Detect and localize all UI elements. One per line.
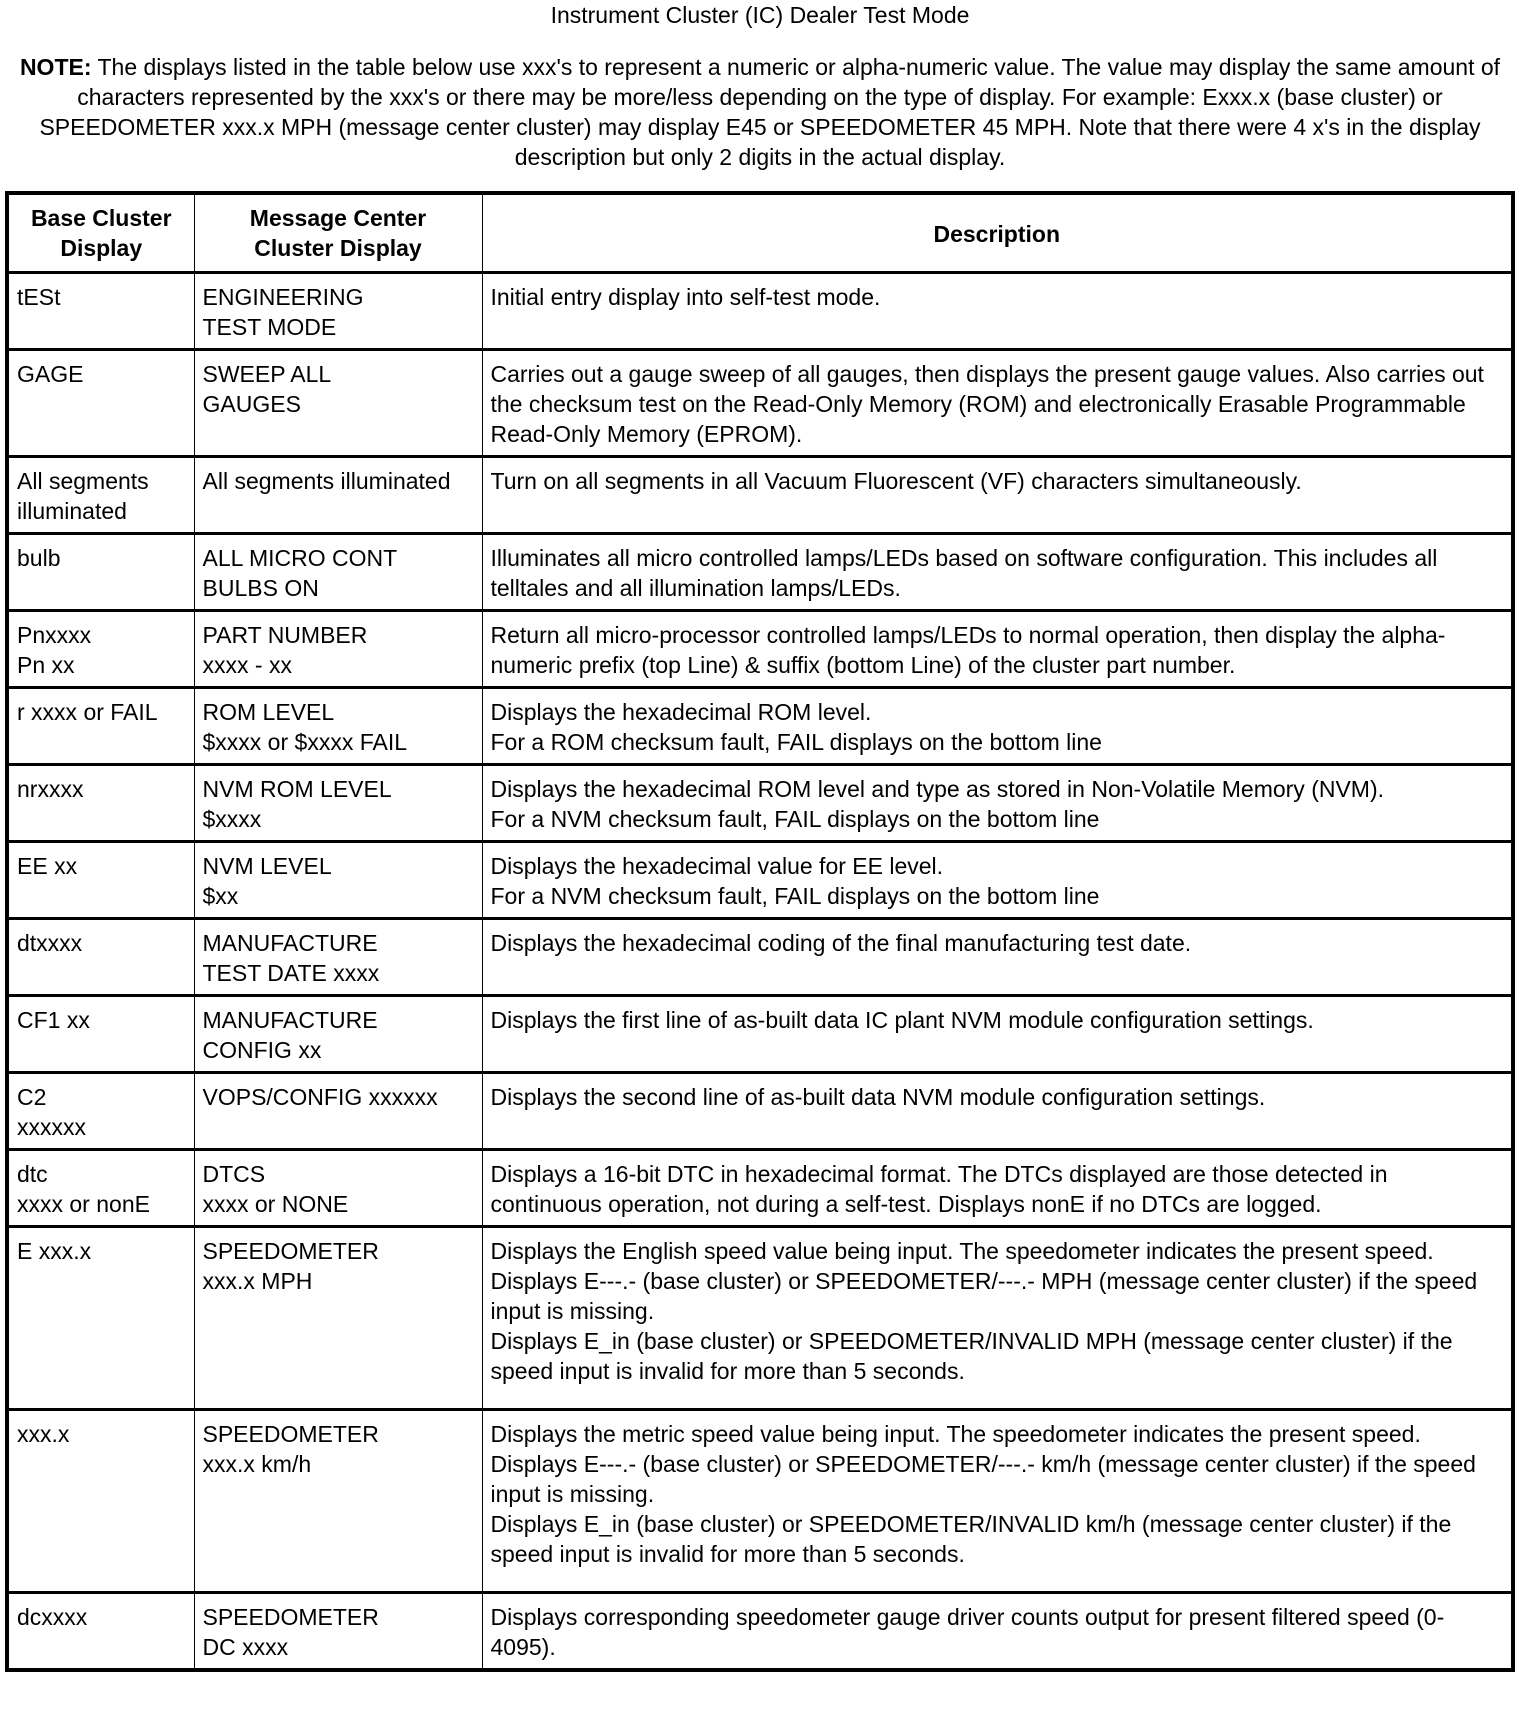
- description-cell: [482, 765, 1513, 842]
- cell-text: Displays E---.- (base cluster) or SPEEDOMETER/---.- km/h (message center cluster) if the speed input is missing.: [490, 1451, 1476, 1507]
- cell-text: r xxxx or FAIL: [17, 699, 158, 725]
- cell-text: Displays corresponding speedometer gauge driver counts output for present filtered speed (0-4095).: [490, 1604, 1445, 1660]
- base-cluster-cell: [7, 1410, 194, 1593]
- cell-text: All segments illuminated: [202, 468, 451, 494]
- base-cluster-cell: [7, 919, 194, 996]
- cell-text: NVM LEVEL: [202, 853, 332, 879]
- description-cell: [482, 1150, 1513, 1227]
- cell-text: xxxxxx: [17, 1114, 86, 1140]
- cell-text: GAGE: [17, 361, 84, 387]
- cell-text: Displays E---.- (base cluster) or SPEEDOMETER/---.- MPH (message center cluster) if the speed input is missing.: [490, 1268, 1478, 1324]
- cell-text: $xxxx or $xxxx FAIL: [202, 729, 408, 755]
- cell-text: TEST MODE: [202, 314, 337, 340]
- message-center-cell: [194, 534, 482, 611]
- message-center-cell: [194, 1227, 482, 1410]
- cell-text: xxx.x: [17, 1421, 70, 1447]
- cell-text: BULBS ON: [202, 575, 319, 601]
- description-cell: [482, 1593, 1513, 1671]
- description-cell: [482, 350, 1513, 457]
- message-center-cell: [194, 1073, 482, 1150]
- cell-text: Displays the hexadecimal ROM level and type as stored in Non-Volatile Memory (NVM).: [490, 776, 1385, 802]
- table-row: [7, 611, 1513, 688]
- message-center-cell: [194, 1410, 482, 1593]
- table-row: [7, 1073, 1513, 1150]
- cell-text: $xxxx: [202, 806, 262, 832]
- description-cell: [482, 457, 1513, 534]
- cell-text: C2: [17, 1084, 47, 1110]
- cell-text: xxxx or NONE: [202, 1191, 349, 1217]
- cell-text: xxxx - xx: [202, 652, 292, 678]
- base-cluster-cell: [7, 534, 194, 611]
- header-base-cluster: Base Cluster Display: [7, 193, 194, 273]
- table-row: [7, 350, 1513, 457]
- cell-text: SPEEDOMETER: [202, 1238, 379, 1264]
- cell-text: Displays the hexadecimal coding of the final manufacturing test date.: [490, 930, 1192, 956]
- cell-text: Displays the metric speed value being input. The speedometer indicates the present speed.: [490, 1421, 1421, 1447]
- cell-text: Displays a 16-bit DTC in hexadecimal format. The DTCs displayed are those detected in continuous operation, not during a self-test. Displays nonE if no DTCs are logged.: [490, 1161, 1388, 1217]
- cell-text: PART NUMBER: [202, 622, 368, 648]
- cell-text: E xxx.x: [17, 1238, 92, 1264]
- cell-text: Displays the second line of as-built data NVM module configuration settings.: [490, 1084, 1266, 1110]
- message-center-cell: [194, 457, 482, 534]
- base-cluster-cell: [7, 350, 194, 457]
- table-row: [7, 1150, 1513, 1227]
- cell-text: Illuminates all micro controlled lamps/LEDs based on software configuration. This includes all telltales and all illumination lamps/LEDs.: [490, 545, 1438, 601]
- cell-text: For a NVM checksum fault, FAIL displays on the bottom line: [490, 806, 1100, 832]
- message-center-cell: [194, 1593, 482, 1671]
- cell-text: tESt: [17, 284, 61, 310]
- cell-text: DC xxxx: [202, 1634, 289, 1660]
- cell-text: For a NVM checksum fault, FAIL displays on the bottom line: [490, 883, 1100, 909]
- cell-text: CONFIG xx: [202, 1037, 322, 1063]
- description-cell: [482, 1073, 1513, 1150]
- table-row: [7, 688, 1513, 765]
- description-cell: [482, 273, 1513, 350]
- table-row: [7, 534, 1513, 611]
- table-row: [7, 996, 1513, 1073]
- base-cluster-cell: [7, 1150, 194, 1227]
- cell-text: Pn xx: [17, 652, 75, 678]
- table-row: [7, 457, 1513, 534]
- message-center-cell: [194, 688, 482, 765]
- cell-text: bulb: [17, 545, 61, 571]
- description-cell: [482, 688, 1513, 765]
- cell-text: VOPS/CONFIG xxxxxx: [202, 1084, 438, 1110]
- message-center-cell: [194, 1150, 482, 1227]
- cell-text: DTCS: [202, 1161, 266, 1187]
- cell-text: SWEEP ALL: [202, 361, 332, 387]
- cell-text: For a ROM checksum fault, FAIL displays on the bottom line: [490, 729, 1102, 755]
- description-cell: [482, 842, 1513, 919]
- base-cluster-cell: [7, 1227, 194, 1410]
- base-cluster-cell: [7, 765, 194, 842]
- base-cluster-cell: [7, 611, 194, 688]
- table-row: [7, 765, 1513, 842]
- cell-text: MANUFACTURE: [202, 1007, 378, 1033]
- table-row: [7, 273, 1513, 350]
- table-row: [7, 1227, 1513, 1410]
- note-paragraph: [8, 52, 1512, 172]
- cell-text: xxx.x km/h: [202, 1451, 312, 1477]
- base-cluster-cell: [7, 273, 194, 350]
- table-row: [7, 1593, 1513, 1671]
- cell-text: EE xx: [17, 853, 78, 879]
- base-cluster-cell: [7, 688, 194, 765]
- description-cell: [482, 919, 1513, 996]
- cell-text: dcxxxx: [17, 1604, 88, 1630]
- cell-text: Carries out a gauge sweep of all gauges, then displays the present gauge values. Also carries out the checksum test on the Read-Only Memory (ROM) and electronically Erasable Programmable Read-Only Memory (EPROM).: [490, 361, 1484, 447]
- cell-text: dtc: [17, 1161, 48, 1187]
- cell-text: xxxx or nonE: [17, 1191, 150, 1217]
- message-center-cell: [194, 765, 482, 842]
- description-cell: [482, 534, 1513, 611]
- base-cluster-cell: [7, 457, 194, 534]
- cell-text: Return all micro-processor controlled lamps/LEDs to normal operation, then display the alpha-numeric prefix (top Line) & suffix (bottom Line) of the cluster part number.: [490, 622, 1446, 678]
- note-label: NOTE:: [19, 54, 92, 80]
- cell-text: ROM LEVEL: [202, 699, 335, 725]
- dealer-test-mode-table: [5, 191, 1515, 1672]
- description-cell: [482, 611, 1513, 688]
- table-header-row: [7, 193, 1513, 273]
- table-row: [7, 919, 1513, 996]
- description-cell: [482, 996, 1513, 1073]
- header-description: Description: [482, 193, 1513, 273]
- message-center-cell: [194, 273, 482, 350]
- message-center-cell: [194, 611, 482, 688]
- cell-text: GAUGES: [202, 391, 301, 417]
- cell-text: Displays E_in (base cluster) or SPEEDOMETER/INVALID MPH (message center cluster) if the speed input is invalid for more than 5 seconds.: [490, 1328, 1453, 1384]
- message-center-cell: [194, 842, 482, 919]
- table-row: [7, 842, 1513, 919]
- cell-text: MANUFACTURE: [202, 930, 378, 956]
- cell-text: Displays the hexadecimal value for EE level.: [490, 853, 944, 879]
- cell-text: CF1 xx: [17, 1007, 90, 1033]
- cell-text: ENGINEERING: [202, 284, 364, 310]
- cell-text: All segments illuminated: [17, 468, 149, 524]
- base-cluster-cell: [7, 1593, 194, 1671]
- cell-text: xxx.x MPH: [202, 1268, 313, 1294]
- cell-text: $xx: [202, 883, 239, 909]
- message-center-cell: [194, 919, 482, 996]
- description-cell: [482, 1410, 1513, 1593]
- note-text: The displays listed in the table below use xxx's to represent a numeric or alpha-numeric value. The value may display the same amount of characters represented by the xxx's or there may be more/less depending on the type of display. For example: Exxx.x (base cluster) or SPEEDOMETER xxx.x MPH (message center cluster) may display E45 or SPEEDOMETER 45 MPH. Note that there were 4 x's in the display description but only 2 digits in the actual display.: [39, 54, 1501, 170]
- base-cluster-cell: [7, 996, 194, 1073]
- message-center-cell: [194, 996, 482, 1073]
- cell-text: Displays the hexadecimal ROM level.: [490, 699, 872, 725]
- cell-text: SPEEDOMETER: [202, 1421, 379, 1447]
- base-cluster-cell: [7, 842, 194, 919]
- message-center-cell: [194, 350, 482, 457]
- cell-text: SPEEDOMETER: [202, 1604, 379, 1630]
- table-row: [7, 1410, 1513, 1593]
- cell-text: Pnxxxx: [17, 622, 92, 648]
- cell-text: nrxxxx: [17, 776, 84, 802]
- cell-text: Displays E_in (base cluster) or SPEEDOMETER/INVALID km/h (message center cluster) if the speed input is invalid for more than 5 seconds.: [490, 1511, 1452, 1567]
- description-cell: [482, 1227, 1513, 1410]
- cell-text: TEST DATE xxxx: [202, 960, 380, 986]
- cell-text: ALL MICRO CONT: [202, 545, 398, 571]
- cell-text: Initial entry display into self-test mode.: [490, 284, 881, 310]
- header-message-center: Message Center Cluster Display: [194, 193, 482, 273]
- cell-text: dtxxxx: [17, 930, 83, 956]
- cell-text: NVM ROM LEVEL: [202, 776, 392, 802]
- base-cluster-cell: [7, 1073, 194, 1150]
- page-title: Instrument Cluster (IC) Dealer Test Mode: [550, 2, 970, 28]
- cell-text: Displays the first line of as-built data IC plant NVM module configuration settings.: [490, 1007, 1314, 1033]
- cell-text: Turn on all segments in all Vacuum Fluorescent (VF) characters simultaneously.: [490, 468, 1302, 494]
- cell-text: Displays the English speed value being input. The speedometer indicates the present speed.: [490, 1238, 1434, 1264]
